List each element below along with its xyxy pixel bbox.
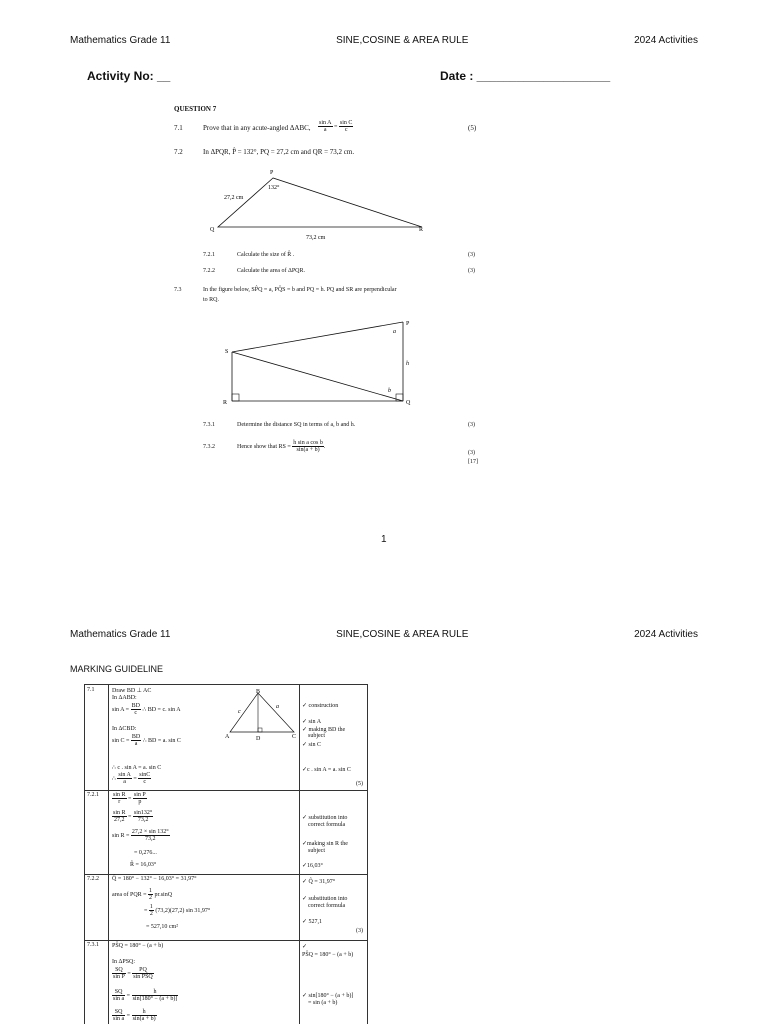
header-topic: SINE,COSINE & AREA RULE [336,35,469,46]
row722-area-lead: area of PQR = [112,891,147,898]
row722-mark-total: (3) [356,928,363,934]
row721-f1-num2: sin P [133,792,146,798]
q73-number: 7.3 [174,287,182,293]
row731-number: 7.3.1 [87,942,99,948]
page-number: 1 [381,534,387,545]
row71-f2-den: a [134,741,138,747]
question-total: [17] [468,459,478,465]
row721-mark1: ✓ substitution into [302,815,348,821]
row71-f1-post: ∴ BD = c. sin A [142,706,181,713]
row722-area-tail: pr.sinQ [154,891,173,898]
q71-frac1-den: a [323,127,327,133]
triangle-abc-figure [224,688,299,743]
row731-f3-num1: SQ [112,1009,125,1016]
q731-number: 7.3.1 [203,422,215,428]
row71-mark5: ✓ sin C [302,742,322,748]
line-sq [232,352,403,401]
row731-line1: PŜQ = 180° − (a + b) [112,943,164,949]
date-label: Date : ____________________ [440,69,611,83]
row722-area [112,888,172,901]
row71-f3-den2: c [143,779,147,785]
row722-half-den: 2 [149,895,153,901]
vertex-d-label: D [256,736,261,742]
vertex-c-label: C [292,734,297,740]
row721-f2-eq: = [128,813,132,820]
vertex-q-label-73: Q [406,400,411,406]
page1-header [70,35,698,46]
row731-f2-den2: sin[180° − (a + b)] [132,996,178,1002]
row731-f1-num2: PQ [132,967,154,974]
row71-f2 [112,734,181,747]
q722-text: Calculate the area of ΔPQR. [237,268,306,274]
triangle-pqr-shape [218,178,422,227]
side-qr-label: 73,2 cm [306,235,326,241]
row722-result: = 527,10 cm² [146,924,179,930]
row721-f2-den2: 73,2 [137,817,149,823]
row731-f2-eq: = [126,992,131,999]
q72-number: 7.2 [174,148,183,156]
right-angle-d [258,728,262,732]
row721-f2-num2: sin132° [133,810,153,816]
header-year-p2: 2024 Activities [634,629,698,640]
table-row-divider-1 [84,790,368,791]
row71-f1-pre: sin A = [112,706,130,713]
row71-line4: ∴ c . sin A = a. sin C [112,765,162,771]
row721-mark4: subject [308,848,325,854]
row722-line1: Q̂ = 180° − 132° − 16,03° = 31,97° [112,876,197,882]
row71-f1-num: BD [131,703,140,709]
row71-f3-num2: sinC [139,772,151,778]
table-border-top [84,684,368,685]
vertex-a-label: A [225,734,230,740]
row731-f3 [112,1009,157,1022]
row71-f3 [112,772,151,785]
row71-f1 [112,703,181,716]
row722-number: 7.2.2 [87,876,99,882]
row731-mark4: = sin (a + b) [308,1000,338,1006]
row721-f1-num1: sin R [113,792,126,798]
row721-mark2: correct formula [308,822,346,828]
row721-line1: = 0,276... [134,850,157,856]
marking-table [84,684,368,1024]
row71-line3: In ΔCBD: [112,726,137,732]
triangle-pqr-figure [200,165,440,245]
side-h-label: h [406,361,409,367]
vertex-p-label-73: P [406,321,410,327]
activity-number-label: Activity No: __ [87,69,171,83]
row722-mark2: ✓ substitution into [302,896,348,902]
page2-header [70,629,698,640]
row722-mark3: correct formula [308,903,346,909]
row721-f3-pre: sin R = [112,832,130,839]
row731-f3-den2: sin(a + b) [132,1016,156,1022]
row731-f1-num1: SQ [112,967,126,974]
row71-f3-num1: sin A [118,772,131,778]
row721-number: 7.2.1 [87,792,99,798]
row71-mark3: ✓ making BD the [302,727,346,733]
angle-a-label: a [393,329,396,335]
q73-text-line1: In the figure below, SP̂Q = a, PQ̂S = b and PQ = h. PQ and SR are perpendicular [203,287,397,293]
row731-f1-den1: sin P [113,974,125,980]
q71-marks: (5) [468,124,477,132]
row731-line2: In ΔPSQ: [112,959,136,965]
row71-f2-num: BD [131,734,141,740]
row71-f2-pre: sin C = [112,737,130,744]
q71-text: Prove that in any acute-angled ΔABC, [203,124,311,132]
angle-p-label: 132° [268,185,280,191]
row721-f2 [112,810,153,823]
q71-formula [318,120,353,133]
row731-f1-eq: = [127,970,131,977]
table-row-divider-3 [84,940,368,941]
q71-frac2-num: sin C [339,120,353,126]
q722-number: 7.2.2 [203,268,215,274]
row722-mark4: ✓ 527,1 [302,919,323,925]
angle-b-label: b [388,388,391,394]
q721-number: 7.2.1 [203,252,215,258]
row71-number: 7.1 [87,687,95,693]
q732-text [237,440,325,453]
row71-mark-total: (5) [356,781,363,787]
q732-tail: . [323,443,326,450]
q732-lead: Hence show that RS = [237,443,291,450]
side-a-label: a [276,704,279,710]
q721-text: Calculate the size of R̂ . [237,252,295,258]
q71-frac2-den: c [344,127,348,133]
row71-line1: Draw BD ⊥ AC [112,688,152,694]
row721-f1-eq: = [128,795,132,802]
vertex-b-label: B [256,689,261,695]
q71-frac1-num: sin A [319,120,332,126]
side-c-label: c [238,709,241,715]
row71-f3-eq: = [133,775,137,782]
header-year: 2024 Activities [634,35,698,46]
table-border-right [367,684,368,1024]
q73-text-line2: to RQ. [203,297,220,303]
q731-marks: (3) [468,422,475,428]
vertex-r-label: R [419,227,424,233]
header-subject-p2: Mathematics Grade 11 [70,629,171,640]
vertex-q-label: Q [210,227,215,233]
row722-subst: = $\frac{1}{2}$ (73,2)(27,2) sin 31,97° [144,904,211,917]
row721-f3-num: 27,2 × sin 132° [131,829,169,835]
row71-mark6: ✓c . sin A = a. sin C [302,767,351,773]
q732-marks: (3) [468,450,475,456]
row721-f3 [112,829,170,842]
row721-mark3: ✓making sin R the [302,841,348,847]
vertex-p-label: P [270,170,274,176]
row722-subst-tail: (73,2)(27,2) sin 31,97° [155,907,211,914]
row731-f2 [112,989,178,1002]
row721-f3-den: 73,2 [145,836,156,842]
q732-frac-num: h sin a cos b [293,440,323,446]
table-border-left [84,684,85,1024]
row731-mark3: ✓ sin[180° − (a + b)] [302,993,354,999]
row71-f1-den: c [134,710,138,716]
header-subject: Mathematics Grade 11 [70,35,171,46]
row731-f2-num2: h [132,989,179,996]
q71-equals: = [334,123,338,130]
line-sp [232,322,403,352]
right-angle-r [232,394,239,401]
q722-marks: (3) [468,268,475,274]
row71-f2-post: ∴ BD = a. sin C [142,737,181,744]
side-pq-label: 27,2 cm [224,195,244,201]
quadrilateral-figure-73 [220,315,420,410]
vertex-s-label: S [225,349,229,355]
row721-f2-num1: sin R [113,810,126,816]
row722-half-num: 1 [149,888,153,894]
vertex-r-label-73: R [223,400,228,406]
q72-text: In ΔPQR, P̂ = 132°, PQ = 27,2 cm and QR = 73,2 cm. [203,148,355,156]
q732-number: 7.3.2 [203,444,215,450]
row721-f2-den1: 27,2 [114,817,125,823]
row721-line2: R̂ = 16,03° [130,862,157,868]
row731-mark2: PŜQ = 180° − (a + b) [302,952,354,958]
row731-f1 [112,967,154,980]
row721-f1-den1: r [118,799,121,805]
row731-f1-den2: sin PŜQ [133,974,153,980]
row722-half2-den: 2 [149,911,153,917]
marking-guideline-title: MARKING GUIDELINE [70,664,164,674]
row731-f3-eq: = [126,1012,131,1019]
header-topic-p2: SINE,COSINE & AREA RULE [336,629,469,640]
q721-marks: (3) [468,252,475,258]
row71-f3-den1: a [123,779,126,785]
q731-text: Determine the distance SQ in terms of a, b and h. [237,422,356,428]
q732-frac-den: sin(a + b) [296,447,320,453]
row71-line2: In ΔABD: [112,695,137,701]
table-col-divider-1 [108,684,109,1024]
q71-number: 7.1 [174,124,183,132]
table-row-divider-2 [84,874,368,875]
row731-f3-num2: h [132,1009,157,1016]
row71-f3-pre: ∴ [112,775,116,782]
table-col-divider-2 [299,684,300,1024]
row731-f2-num1: SQ [112,989,125,996]
row71-mark1: ✓ construction [302,703,339,709]
row722-half2-num: 1 [149,904,153,910]
row71-mark2: ✓ sin A [302,719,322,725]
row731-mark1: ✓ [302,944,308,950]
row721-mark5: ✓16,03° [302,863,323,869]
row71-mark4: subject [308,733,325,739]
question-title: QUESTION 7 [174,105,217,113]
row731-f2-den1: sin a [113,996,125,1002]
row721-f1 [112,792,147,805]
row722-mark1: ✓ Q̂ = 31,97° [302,879,336,885]
row731-f3-den1: sin a [113,1016,125,1022]
row721-f1-den2: p [138,799,142,805]
